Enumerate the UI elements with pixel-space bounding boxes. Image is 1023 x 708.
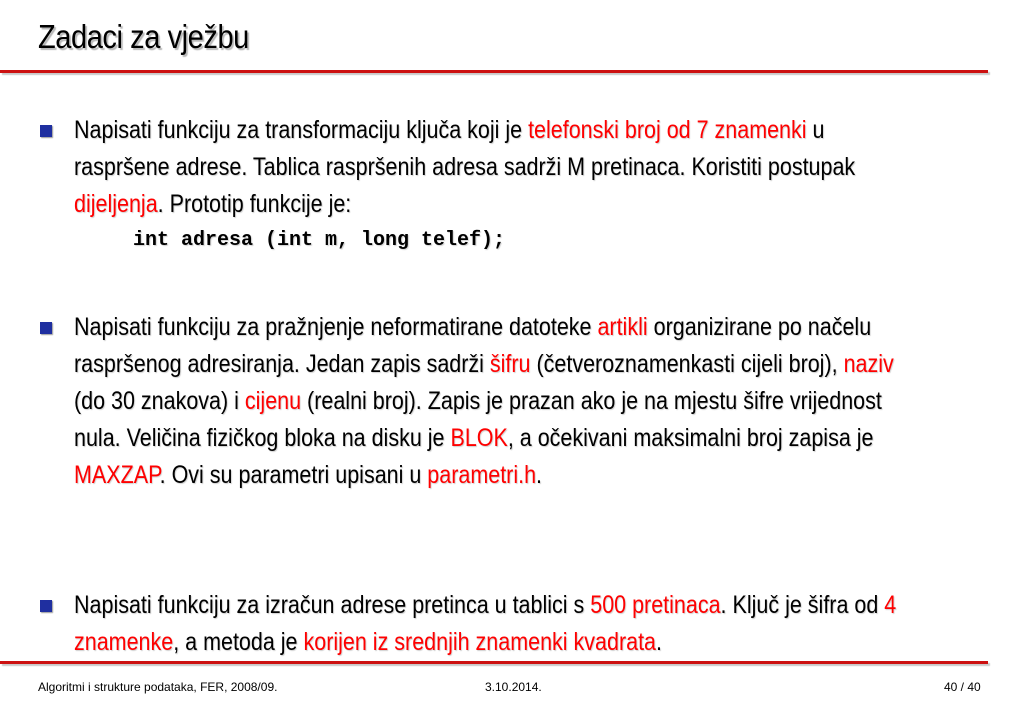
highlighted-term: 500 pretinaca xyxy=(590,591,721,619)
highlighted-term: artikli xyxy=(597,313,648,341)
highlighted-term: MAXZAP xyxy=(74,461,160,489)
text-segment: (do 30 znakova) i xyxy=(74,387,245,415)
text-segment: . xyxy=(536,461,543,489)
title-divider xyxy=(0,70,988,73)
text-segment: . Prototip funkcije je: xyxy=(157,190,352,218)
text-segment: , a metoda je xyxy=(173,628,304,656)
bullet-text-3 xyxy=(74,587,900,661)
highlighted-term: naziv xyxy=(843,350,894,378)
highlighted-term: 4 znamenke xyxy=(74,591,897,656)
text-segment: Napisati funkciju za pražnjenje neformatirane datoteke xyxy=(74,313,598,341)
text-segment: . Ključ je šifra od xyxy=(720,591,885,619)
footer-date: 3.10.2014. xyxy=(485,680,542,694)
text-segment: . xyxy=(656,628,662,656)
highlighted-term: parametri.h xyxy=(427,461,537,489)
footer-divider xyxy=(0,661,988,664)
text-segment: Napisati funkciju za transformaciju ključa koji je xyxy=(74,116,529,144)
highlighted-term: cijenu xyxy=(244,387,302,415)
slide-title: Zadaci za vježbu xyxy=(38,18,249,55)
function-prototype-code: int adresa (int m, long telef); xyxy=(133,229,506,252)
bullet-text-2 xyxy=(74,309,900,494)
highlighted-term: korijen iz srednjih znamenki kvadrata xyxy=(303,628,657,656)
text-segment: Napisati funkciju za izračun adrese pretinca u tablici s xyxy=(74,591,591,619)
highlighted-term: šifru xyxy=(489,350,531,378)
bullet-square-icon xyxy=(40,600,52,612)
footer-course: Algoritmi i strukture podataka, FER, 2008/09. xyxy=(38,680,278,694)
highlighted-term: BLOK xyxy=(450,424,508,452)
text-segment: (četveroznamenkasti cijeli broj), xyxy=(530,350,844,378)
highlighted-term: dijeljenja xyxy=(74,190,158,218)
bullet-square-icon xyxy=(40,125,52,137)
text-segment: . Ovi su parametri upisani u xyxy=(159,461,428,489)
highlighted-term: telefonski broj od 7 znamenki xyxy=(528,116,807,144)
bullet-text-1 xyxy=(74,112,900,223)
text-segment: (realni broj). Zapis je prazan ako je na mjestu šifre vrijednost nula. Veličina fizičkog bloka na disku je xyxy=(74,387,882,452)
text-segment: , a očekivani maksimalni broj zapisa je xyxy=(507,424,874,452)
bullet-square-icon xyxy=(40,322,52,334)
text-segment: u raspršene adrese. Tablica raspršenih adresa sadrži M pretinaca. Koristiti postupak xyxy=(74,116,856,181)
text-segment: organizirane po načelu raspršenog adresiranja. Jedan zapis sadrži xyxy=(74,313,872,378)
footer-page-number: 40 / 40 xyxy=(944,680,981,694)
